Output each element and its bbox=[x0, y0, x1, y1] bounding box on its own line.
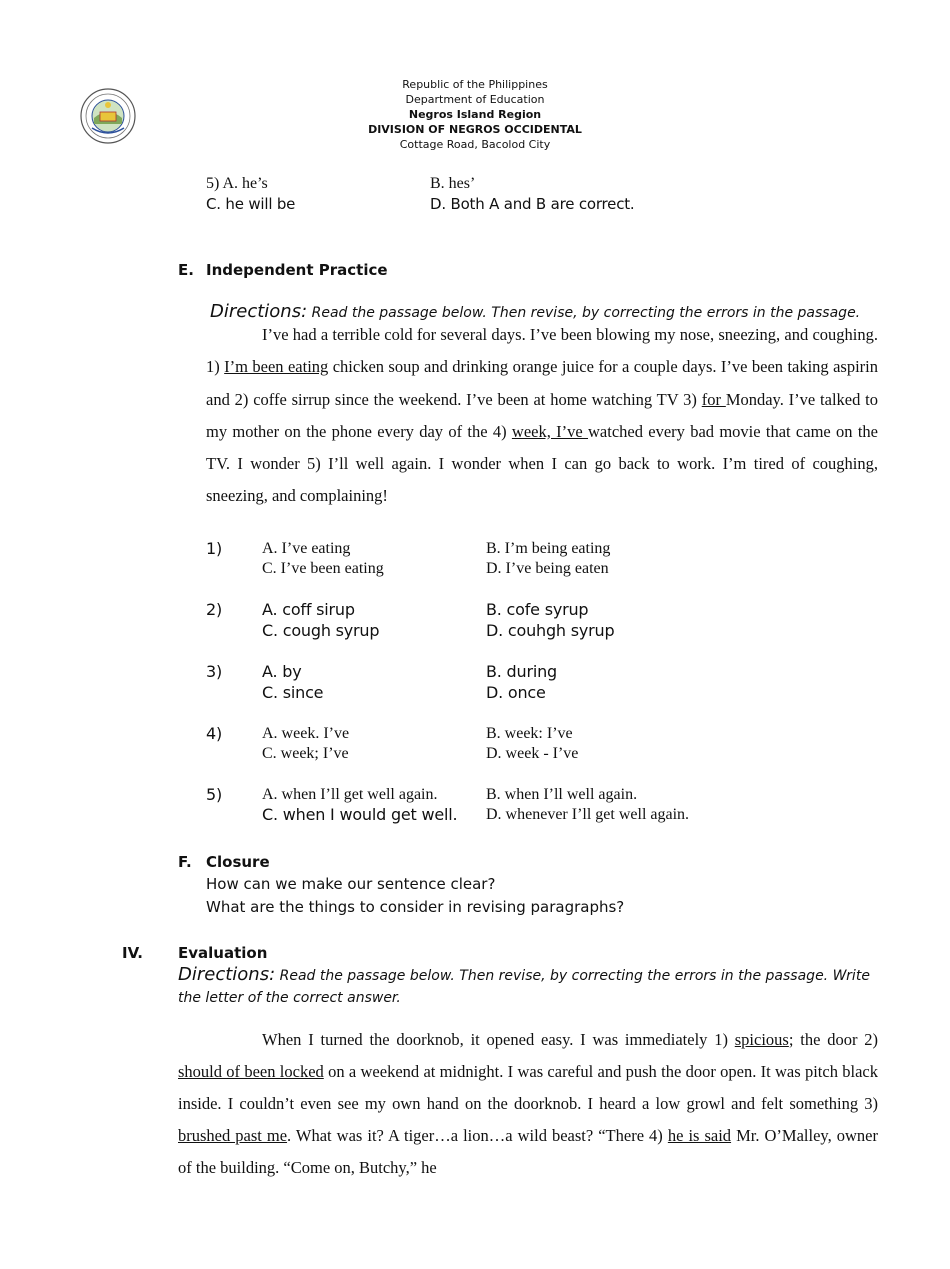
passage-error-3: brushed past me bbox=[178, 1126, 288, 1145]
item-option-a: A. coff sirup bbox=[262, 600, 355, 619]
directions-label: Directions: bbox=[210, 301, 308, 322]
prev-item-option-c: C. he will be bbox=[206, 195, 296, 213]
passage-text-4: . What was it? A tiger…a lion…a wild beast? “There 4) bbox=[287, 1126, 668, 1145]
item-option-a: A. week. I’ve bbox=[262, 725, 350, 742]
passage-text-3: on a weekend at midnight. I was careful and push the door open. It was pitch black inside. I couldn’t even see my own hand on the doorknob. I heard a low growl and felt something 3) bbox=[178, 1062, 878, 1113]
header-line-division: DIVISION OF NEGROS OCCIDENTAL bbox=[368, 123, 582, 136]
prev-item-option-d: D. Both A and B are correct. bbox=[430, 195, 635, 213]
header-line-region: Negros Island Region bbox=[408, 108, 542, 121]
document-header bbox=[0, 77, 950, 152]
prev-item-option-b: B. hes’ bbox=[430, 175, 476, 192]
section-iv-numeral: IV. bbox=[122, 944, 143, 962]
header-line-address: Cottage Road, Bacolod City bbox=[399, 138, 551, 151]
item-option-a: A. I’ve eating bbox=[262, 540, 351, 557]
section-e-title: Independent Practice bbox=[206, 261, 388, 279]
item-option-c: C. since bbox=[262, 683, 324, 702]
item-option-d: D. I’ve being eaten bbox=[486, 560, 609, 577]
passage-text-1: I’ve had a terrible cold for several days. I’ve been blowing my nose, sneezing, and coughing. 1) bbox=[206, 325, 878, 377]
item-option-a: A. when I’ll get well again. bbox=[262, 786, 438, 803]
passage-text-3: Monday. I’ve talked to my mother on the phone every day of the 4) bbox=[206, 389, 879, 441]
header-line-republic: Republic of the Philippines bbox=[402, 78, 548, 91]
passage-error-2: should of been locked bbox=[178, 1062, 324, 1081]
passage-error-4: week, I’ve bbox=[511, 421, 589, 441]
item-number: 4) bbox=[206, 724, 223, 743]
section-iv-directions bbox=[178, 964, 878, 1009]
passage-text-4: watched every bad movie that came on the TV. I wonder 5) I’ll well again. I wonder when I can go back to work. I’m tired of coughing, sneezing, and complaining! bbox=[206, 421, 878, 506]
section-iv-passage bbox=[178, 1024, 878, 1184]
passage-text-2: ; the door 2) bbox=[788, 1030, 878, 1049]
directions-text: Read the passage below. Then revise, by correcting the errors in the passage. Write the letter of the correct answer. bbox=[178, 968, 870, 1006]
passage-text-1: When I turned the doorknob, it opened easy. I was immediately 1) bbox=[262, 1030, 735, 1049]
item-option-b: B. week: I’ve bbox=[486, 725, 573, 742]
closure-question-2: What are the things to consider in revising paragraphs? bbox=[206, 898, 625, 916]
passage-text-5: Mr. O’Malley, owner of the building. “Come on, Butchy,” he bbox=[178, 1126, 878, 1177]
section-e-passage bbox=[206, 319, 878, 513]
item-option-b: B. during bbox=[486, 662, 557, 681]
item-option-c: C. week; I’ve bbox=[262, 745, 349, 762]
item-number: 2) bbox=[206, 600, 223, 619]
section-iv-title: Evaluation bbox=[178, 944, 268, 962]
directions-text: Read the passage below. Then revise, by correcting the errors in the passage. bbox=[311, 305, 861, 321]
section-f-letter: F. bbox=[178, 853, 192, 871]
item-option-d: D. whenever I’ll get well again. bbox=[486, 806, 690, 823]
passage-text-2: chicken soup and drinking orange juice for a couple days. I’ve been taking aspirin and 2) coffe sirrup since the weekend. I’ve been at home watching TV 3) bbox=[206, 357, 879, 409]
directions-label: Directions: bbox=[178, 964, 276, 985]
passage-error-4: he is said bbox=[667, 1126, 732, 1145]
closure-question-1: How can we make our sentence clear? bbox=[206, 875, 496, 893]
item-number: 5) bbox=[206, 785, 223, 804]
passage-error-3: for bbox=[701, 389, 726, 409]
item-option-b: B. I’m being eating bbox=[486, 540, 611, 557]
item-option-c: C. when I would get well. bbox=[262, 805, 458, 824]
passage-error-1: I’m been eating bbox=[224, 357, 329, 377]
passage-error-1: spicious bbox=[734, 1030, 789, 1049]
header-line-deped: Department of Education bbox=[405, 93, 545, 106]
item-option-c: C. I’ve been eating bbox=[262, 560, 384, 577]
item-option-c: C. cough syrup bbox=[262, 621, 380, 640]
item-option-b: B. cofe syrup bbox=[486, 600, 589, 619]
item-option-d: D. once bbox=[486, 683, 546, 702]
item-option-a: A. by bbox=[262, 662, 302, 681]
item-option-d: D. couhgh syrup bbox=[486, 621, 615, 640]
section-f-title: Closure bbox=[206, 853, 270, 871]
item-option-d: D. week - I’ve bbox=[486, 745, 579, 762]
item-number: 1) bbox=[206, 539, 223, 558]
item-number: 3) bbox=[206, 662, 223, 681]
item-option-b: B. when I’ll well again. bbox=[486, 786, 638, 803]
prev-item-option-a: 5) A. he’s bbox=[206, 175, 268, 192]
section-e-letter: E. bbox=[178, 261, 194, 279]
